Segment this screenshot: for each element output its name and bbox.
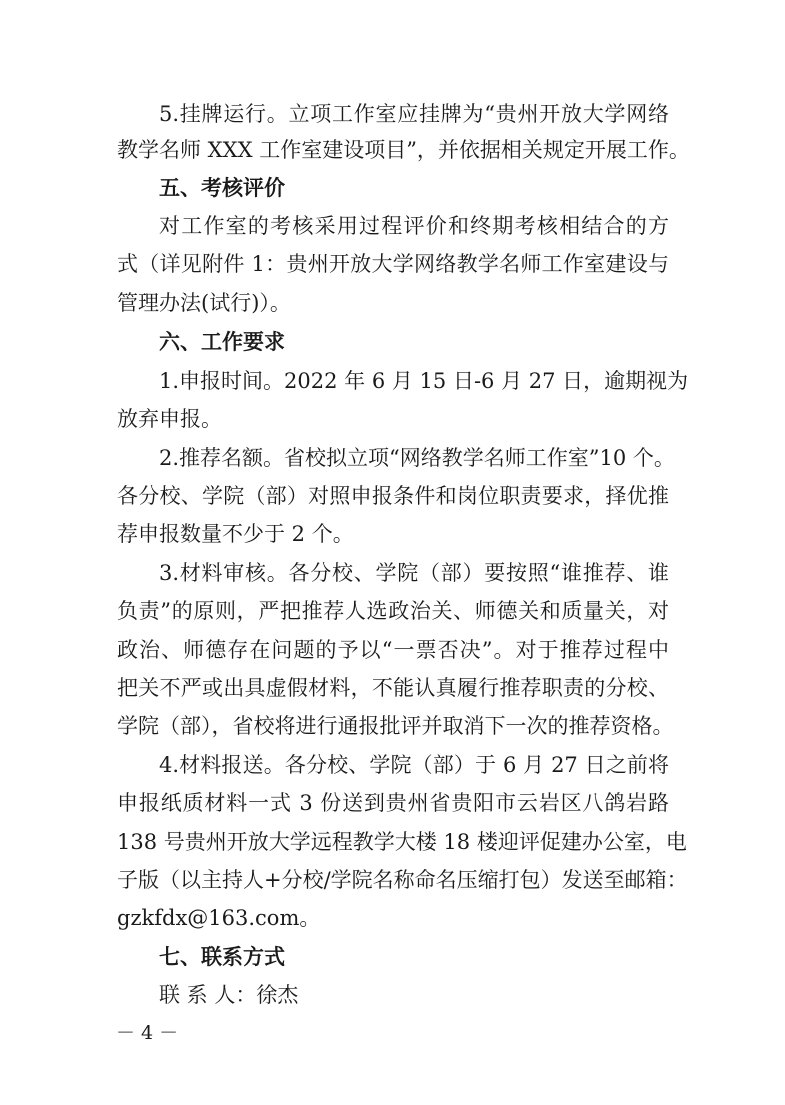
paragraph-line: 2.推荐名额。省校拟立项“网络教学名师工作室”10 个。 (159, 446, 675, 470)
paragraph-line: 申报纸质材料一式 3 份送到贵州省贵阳市云岩区八鸽岩路 (117, 791, 669, 815)
paragraph-line: 式（详见附件 1：贵州开放大学网络教学名师工作室建设与 (117, 252, 669, 276)
paragraph-line: 对工作室的考核采用过程评价和终期考核相结合的方 (159, 214, 669, 238)
paragraph-line: 各分校、学院（部）对照申报条件和岗位职责要求，择优推 (117, 484, 669, 508)
paragraph-line: 138 号贵州开放大学远程教学大楼 18 楼迎评促建办公室，电 (117, 830, 687, 854)
paragraph-line: 5.挂牌运行。立项工作室应挂牌为“贵州开放大学网络 (159, 102, 669, 126)
paragraph-line: 把关不严或出具虚假材料，不能认真履行推荐职责的分校、 (117, 676, 669, 700)
paragraph-line: gzkfdx@163.com。 (117, 906, 321, 930)
paragraph-line: 3.材料审核。各分校、学院（部）要按照“谁推荐、谁 (159, 561, 669, 585)
paragraph-line: 荐申报数量不少于 2 个。 (117, 522, 354, 546)
page-number: － 4 － (116, 1022, 179, 1044)
section-heading: 五、考核评价 (159, 176, 285, 200)
contact-person-line: 联 系 人：徐杰 (159, 983, 299, 1007)
paragraph-line: 管理办法(试行)）。 (117, 291, 291, 315)
paragraph-line: 学院（部），省校将进行通报批评并取消下一次的推荐资格。 (117, 714, 674, 738)
paragraph-line: 1.申报时间。2022 年 6 月 15 日-6 月 27 日，逾期视为 (159, 369, 689, 393)
paragraph-line: 子版（以主持人+分校/学院名称命名压缩打包）发送至邮箱： (117, 868, 688, 892)
paragraph-line: 教学名师 XXX 工作室建设项目”，并依据相关规定开展工作。 (117, 138, 690, 162)
paragraph-line: 4.材料报送。各分校、学院（部）于 6 月 27 日之前将 (159, 753, 669, 777)
paragraph-line: 放弃申报。 (117, 407, 222, 431)
section-heading: 七、联系方式 (159, 945, 285, 969)
section-heading: 六、工作要求 (159, 330, 285, 354)
paragraph-line: 负责”的原则，严把推荐人选政治关、师德关和质量关，对 (117, 599, 669, 623)
paragraph-line: 政治、师德存在问题的予以“一票否决”。对于推荐过程中 (117, 638, 669, 662)
